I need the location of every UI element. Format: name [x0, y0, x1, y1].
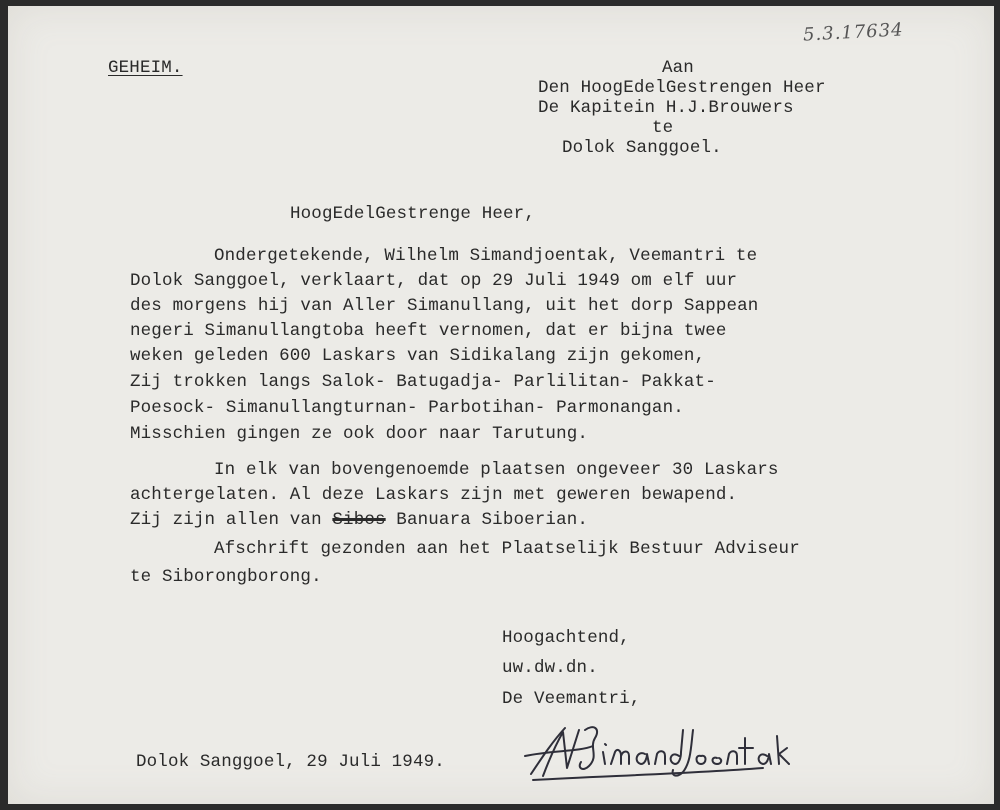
body-line-4: negeri Simanullangtoba heeft vernomen, dat er bijna twee [130, 321, 727, 341]
body-line-7: Poesock- Simanullangturnan- Parbotihan- Parmonangan. [130, 398, 684, 418]
place-and-date: Dolok Sanggoel, 29 Juli 1949. [136, 752, 445, 772]
body-line-2: Dolok Sanggoel, verklaart, dat op 29 Juli 1949 om elf uur [130, 271, 738, 291]
classification-label: GEHEIM. [108, 58, 183, 78]
address-line-3: De Kapitein H.J.Brouwers [538, 98, 794, 118]
body-line-5: weken geleden 600 Laskars van Sidikalang zijn gekomen, [130, 346, 706, 366]
handwritten-signature [523, 716, 793, 786]
body-line-11-start: Zij zijn allen van [130, 510, 333, 530]
body-line-10: achtergelaten. Al deze Laskars zijn met geweren bewapend. [130, 485, 738, 505]
archive-reference-number: 5.3.17634 [802, 19, 905, 46]
body-line-12: Afschrift gezonden aan het Plaatselijk Bestuur Adviseur [214, 539, 800, 559]
address-line-2: Den HoogEdelGestrengen Heer [538, 78, 826, 98]
address-line-5: Dolok Sanggoel. [562, 138, 722, 158]
closing-line-1: Hoogachtend, [502, 628, 630, 648]
body-line-6: Zij trokken langs Salok- Batugadja- Parlilitan- Pakkat- [130, 372, 716, 392]
body-line-3: des morgens hij van Aller Simanullang, uit het dorp Sappean [130, 296, 759, 316]
address-line-1: Aan [662, 58, 694, 78]
body-line-11-end: Banuara Siboerian. [385, 510, 589, 530]
salutation: HoogEdelGestrenge Heer, [290, 204, 535, 224]
body-line-13: te Siborongborong. [130, 567, 322, 587]
body-line-11 [130, 510, 588, 530]
document-page [8, 6, 994, 804]
body-line-9: In elk van bovengenoemde plaatsen ongeveer 30 Laskars [214, 460, 779, 480]
body-line-1: Ondergetekende, Wilhelm Simandjoentak, Veemantri te [214, 246, 758, 266]
body-line-8: Misschien gingen ze ook door naar Tarutung. [130, 424, 589, 444]
address-line-4: te [652, 118, 674, 138]
struck-out-word: Sibos [332, 510, 386, 530]
closing-line-2: uw.dw.dn. [502, 658, 598, 678]
closing-line-3: De Veemantri, [502, 689, 641, 709]
